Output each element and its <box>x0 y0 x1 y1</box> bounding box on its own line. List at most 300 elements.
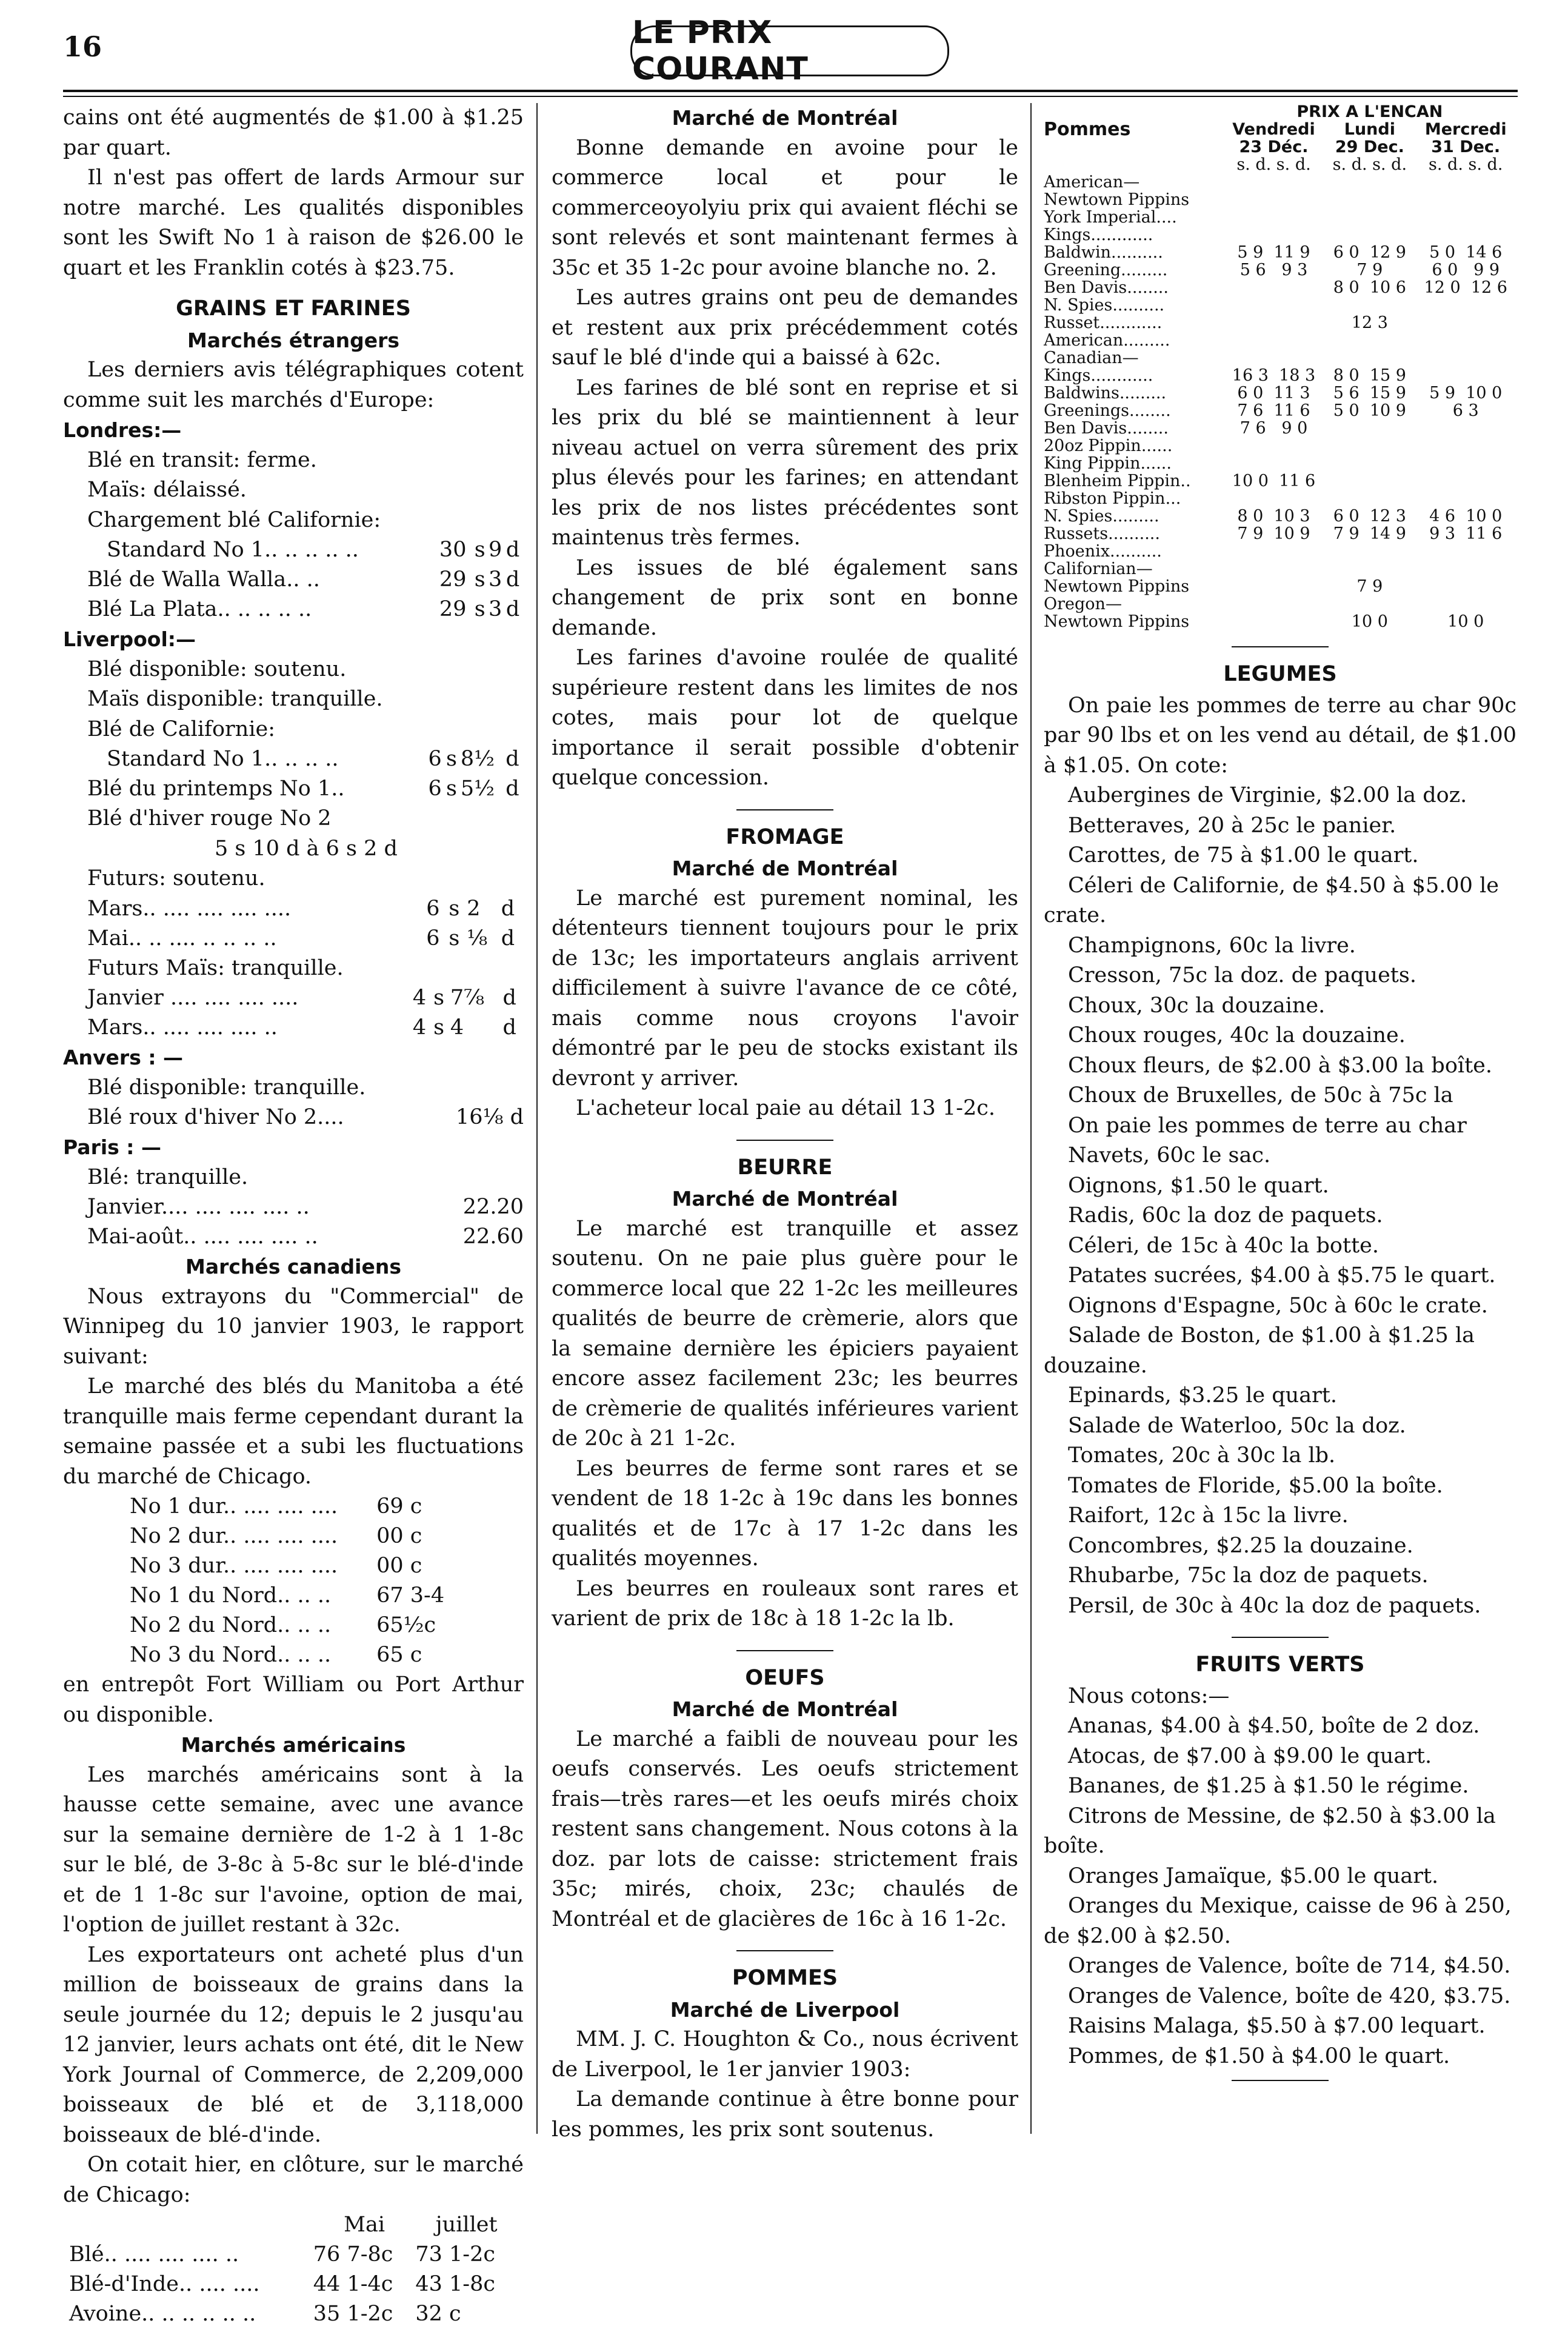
column-1 <box>63 103 524 2329</box>
paragraph: cains ont été augmentés de $1.00 à $1.25 par quart. <box>63 105 524 160</box>
list-item: Bananes, de $1.25 à $1.50 le régime. <box>1068 1774 1469 1798</box>
list-item: Epinards, $3.25 le quart. <box>1068 1383 1337 1408</box>
paragraph: On paie les pommes de terre au char 90c par 90 lbs et on les vend au détail, de $1.00 à $1.05. On cote: <box>1044 693 1516 778</box>
table-row <box>130 1581 457 1611</box>
cell: No 3 dur.. .... .... .... <box>130 1554 338 1578</box>
price-cell <box>1324 472 1415 490</box>
section-heading-legumes: LEGUMES <box>1223 662 1337 686</box>
variety-cell: Russets.......... <box>1044 524 1160 543</box>
price-cell <box>1223 560 1325 578</box>
market-line: Blé de Californie: <box>87 717 276 741</box>
list-item: Carottes, de 75 à $1.00 le quart. <box>1068 843 1419 867</box>
cell: Standard No 1.. .. .. .. .. <box>107 538 359 562</box>
price-cell <box>1223 173 1325 191</box>
table-row <box>87 1222 524 1252</box>
cell: d <box>505 538 520 562</box>
price-cell: 12 3 <box>1351 313 1388 332</box>
cell: 4 <box>412 986 427 1010</box>
list-item: Navets, 60c le sac. <box>1068 1143 1271 1168</box>
variety-cell: Ben Davis........ <box>1044 278 1169 297</box>
market-line: 5 s 10 d à 6 s 2 d <box>215 836 398 861</box>
cell: d <box>505 777 519 801</box>
paragraph: MM. J. C. Houghton & Co., nous écrivent de Liverpool, le 1er janvier 1903: <box>552 2027 1018 2082</box>
variety-cell: Russet............ <box>1044 313 1163 332</box>
price-cell <box>1415 314 1516 332</box>
cell: s <box>474 538 485 562</box>
cell: s <box>433 986 445 1010</box>
variety-cell: 20oz Pippin...... <box>1044 436 1173 455</box>
list-item: Aubergines de Virginie, $2.00 la doz. <box>1068 783 1467 807</box>
list-item: Tomates de Floride, $5.00 la boîte. <box>1068 1473 1443 1498</box>
price-table <box>87 744 524 804</box>
cell: Janvier.... .... .... .... .. <box>87 1195 310 1219</box>
table-row <box>1044 613 1516 630</box>
section-divider <box>1232 2080 1329 2081</box>
table-row <box>1044 384 1516 402</box>
day-header: Mercredi <box>1424 120 1507 139</box>
city-label: Londres:— <box>63 418 182 442</box>
subheading: Marché de Montréal <box>672 1187 898 1211</box>
variety-cell: Oregon— <box>1044 595 1122 613</box>
paragraph: On cotait hier, en clôture, sur le marché de Chicago: <box>63 2153 524 2207</box>
cell: 22.60 <box>462 1225 524 1249</box>
paragraph: Le marché des blés du Manitoba a été tranquille mais ferme cependant durant la semaine passée et a subi les fluctuations du marché de Chicago. <box>63 1374 524 1489</box>
price-cell <box>1324 349 1415 367</box>
cell: Mai <box>344 2213 385 2237</box>
price-cell <box>1415 209 1516 226</box>
variety-cell: Newtown Pippins <box>1044 577 1190 596</box>
masthead-logo: LE PRIX COURANT <box>630 25 949 76</box>
cell: s <box>446 777 457 801</box>
table-row <box>1044 367 1516 384</box>
list-item: Ananas, $4.00 à $4.50, boîte de 2 doz. <box>1068 1714 1480 1738</box>
cell: 29 <box>439 567 467 592</box>
section-heading-fromage: FROMAGE <box>726 824 844 849</box>
cell: 2 <box>467 896 481 921</box>
list-item: Betteraves, 20 à 25c le panier. <box>1068 813 1396 838</box>
table-row <box>1044 507 1516 525</box>
price-cell: 5 9 10 0 <box>1429 384 1503 403</box>
cell: Blé-d'Inde.. .... .... <box>69 2272 260 2296</box>
variety-cell: Newtown Pippins <box>1044 612 1190 631</box>
table-header <box>1044 103 1516 121</box>
price-cell <box>1415 296 1516 314</box>
list-item: Choux fleurs, de $2.00 à $3.00 la boîte. <box>1068 1053 1492 1078</box>
price-table <box>87 535 524 624</box>
list-item: Salade de Waterloo, 50c la doz. <box>1068 1413 1406 1438</box>
table-row <box>1044 314 1516 332</box>
cell: Janvier .... .... .... .... <box>87 986 299 1010</box>
cell: s <box>474 567 485 592</box>
variety-cell: Greenings........ <box>1044 401 1171 420</box>
price-cell <box>1415 226 1516 244</box>
cell: 4 <box>450 1015 464 1040</box>
table-row <box>1044 560 1516 578</box>
cell: 76 7-8c <box>313 2242 393 2267</box>
table-row <box>87 894 524 924</box>
section-heading-pommes: POMMES <box>732 1966 838 1990</box>
cell: No 1 du Nord.. .. .. <box>130 1583 332 1608</box>
paragraph: Les beurres de ferme sont rares et se vendent de 18 1-2c à 19c dans les bonnes qualités et de 17c à 17 1-2c dans les qualités moyennes. <box>552 1456 1018 1571</box>
table-row <box>87 744 524 774</box>
cell: 44 1-4c <box>313 2272 393 2296</box>
cell: 73 1-2c <box>415 2242 496 2267</box>
variety-cell: Newtown Pippins <box>1044 190 1190 209</box>
table-row <box>1044 419 1516 437</box>
cell: ⅛ <box>467 926 488 951</box>
section-divider <box>736 1650 833 1651</box>
price-cell <box>1223 490 1325 507</box>
price-cell <box>1415 490 1516 507</box>
cell: Avoine.. .. .. .. .. .. <box>69 2302 256 2326</box>
cell: 6 <box>426 896 440 921</box>
cell: d <box>502 1015 516 1040</box>
cell: d <box>505 747 519 771</box>
cell: d <box>501 926 515 951</box>
cell: 43 1-8c <box>415 2272 496 2296</box>
price-table <box>87 894 524 954</box>
variety-cell: Phoenix.......... <box>1044 542 1162 561</box>
price-cell: 8 0 10 3 <box>1237 507 1310 526</box>
table-row <box>87 774 524 804</box>
cell: No 2 dur.. .... .... .... <box>130 1524 338 1548</box>
subheading: Marchés américains <box>181 1733 406 1757</box>
price-table <box>87 983 524 1043</box>
subheading: Marchés étrangers <box>187 328 400 352</box>
list-item: Radis, 60c la doz de paquets. <box>1068 1203 1383 1228</box>
price-cell <box>1223 332 1325 349</box>
price-cell <box>1324 419 1415 437</box>
table-header <box>1044 121 1516 138</box>
price-cell <box>1324 543 1415 560</box>
paragraph: Il n'est pas offert de lards Armour sur notre marché. Les qualités disponibles sont les Swift No 1 à raison de $26.00 le quart et les Franklin cotés à $23.75. <box>63 165 524 280</box>
price-cell: 12 0 12 6 <box>1424 278 1507 297</box>
section-divider <box>736 1950 833 1951</box>
list-intro: Nous cotons:— <box>1068 1683 1230 1708</box>
list-item: Choux, 30c la douzaine. <box>1068 993 1326 1018</box>
day-header: Lundi <box>1344 120 1395 139</box>
table-row <box>1044 455 1516 472</box>
column-3 <box>1044 103 1516 2093</box>
variety-cell: Ribston Pippin... <box>1044 489 1181 508</box>
section-heading-oeufs: OEUFS <box>745 1665 825 1690</box>
cell: 00 c <box>376 1554 422 1578</box>
paragraph: Bonne demande en avoine pour le commerce local et pour le commerceoyolyiu prix qui avaient fléchi se sont relevés et sont maintenant fermes à 35c et 35 1-2c pour avoine blanche no. 2. <box>552 135 1018 280</box>
price-cell: 5 0 14 6 <box>1429 243 1503 262</box>
price-cell <box>1415 332 1516 349</box>
price-cell: 5 0 10 9 <box>1333 401 1406 420</box>
subheading: Marché de Montréal <box>672 1697 898 1721</box>
cell: 67 3-4 <box>376 1583 445 1608</box>
variety-cell: Baldwin.......... <box>1044 243 1163 262</box>
table-row <box>1044 595 1516 613</box>
price-cell <box>1223 437 1325 455</box>
market-line: Blé en transit: ferme. <box>87 447 317 472</box>
price-cell <box>1415 191 1516 209</box>
market-line: Maïs: délaissé. <box>87 478 247 502</box>
section-heading-grains: GRAINS ET FARINES <box>176 296 411 321</box>
legumes-list <box>1044 781 1516 1621</box>
table-row <box>130 1492 457 1522</box>
paragraph: Les autres grains ont peu de demandes et restent aux prix précédemment cotés sauf le blé d'inde qui a baissé à 62c. <box>552 286 1018 370</box>
cell: s <box>433 1015 445 1040</box>
variety-cell: Baldwins......... <box>1044 384 1167 403</box>
chicago-table <box>69 2210 518 2329</box>
table-row <box>1044 437 1516 455</box>
price-cell: 6 0 9 9 <box>1432 261 1500 279</box>
cell: Mai.. .. .... .. .. .. .. <box>87 926 277 951</box>
table-header <box>1044 156 1516 173</box>
table-row <box>130 1611 457 1640</box>
list-item: Pommes, de $1.50 à $4.00 le quart. <box>1068 2043 1450 2068</box>
table-row <box>130 1640 457 1670</box>
price-cell: 6 0 12 9 <box>1333 243 1406 262</box>
table-row <box>1044 261 1516 279</box>
price-cell <box>1415 595 1516 613</box>
price-cell <box>1223 349 1325 367</box>
column-divider <box>1030 103 1032 2134</box>
unit: s. d. <box>1276 155 1311 174</box>
price-cell: 6 0 11 3 <box>1237 384 1310 403</box>
table-row <box>1044 490 1516 507</box>
price-cell <box>1415 419 1516 437</box>
table-row <box>87 595 524 624</box>
cell: 16⅛ d <box>456 1105 524 1129</box>
header-rule <box>63 90 1518 92</box>
price-cell: 5 6 9 3 <box>1239 261 1308 279</box>
table-row <box>69 2270 518 2299</box>
market-line: Blé disponible: tranquille. <box>87 1075 366 1100</box>
cell: 8½ <box>460 747 495 771</box>
column-2 <box>552 103 1018 2145</box>
list-item: Patates sucrées, $4.00 à $5.75 le quart. <box>1068 1263 1496 1288</box>
paragraph: Les farines d'avoine roulée de qualité supérieure restent dans les limites de nos cotes, mais pour lot de quelque importance il serait possible d'obtenir quelque concession. <box>552 646 1018 790</box>
section-heading-fruits: FRUITS VERTS <box>1195 1652 1365 1677</box>
cell: d <box>505 597 520 621</box>
price-cell: 6 3 <box>1452 401 1479 420</box>
paragraph: L'acheteur local paie au détail 13 1-2c. <box>576 1096 995 1120</box>
cell: No 3 du Nord.. .. .. <box>130 1643 332 1667</box>
price-cell: 16 3 18 3 <box>1232 366 1316 385</box>
table-row <box>1044 279 1516 296</box>
cell: Mars.. .... .... .... .. <box>87 1015 278 1040</box>
variety-cell: Kings............ <box>1044 366 1153 385</box>
column-divider <box>536 103 538 2134</box>
cell: juillet <box>435 2213 498 2237</box>
list-item: Salade de Boston, de $1.00 à $1.25 la douzaine. <box>1044 1323 1475 1378</box>
cell: 5½ <box>460 777 495 801</box>
cell: 3 <box>489 597 502 621</box>
list-item: Atocas, de $7.00 à $9.00 le quart. <box>1068 1743 1432 1768</box>
variety-cell: Greening......... <box>1044 261 1168 279</box>
table-row <box>87 983 524 1013</box>
list-item: Citrons de Messine, de $2.50 à $3.00 la boîte. <box>1044 1803 1496 1858</box>
price-cell: 9 3 11 6 <box>1429 524 1503 543</box>
list-item: Oranges de Valence, boîte de 420, $3.75. <box>1068 1983 1511 2008</box>
cell: s <box>449 926 460 951</box>
variety-cell: American......... <box>1044 331 1170 350</box>
price-cell: 10 0 <box>1351 612 1388 631</box>
section-divider <box>1232 1637 1329 1638</box>
cell: 69 c <box>376 1494 422 1519</box>
price-cell <box>1324 455 1415 472</box>
price-cell <box>1223 578 1325 595</box>
cell: s <box>449 896 460 921</box>
market-line: Blé d'hiver rouge No 2 <box>87 806 332 830</box>
table-row <box>87 1103 524 1132</box>
list-item: Rhubarbe, 75c la doz de paquets. <box>1068 1563 1429 1588</box>
paragraph: Le marché a faibli de nouveau pour les oeufs conservés. Les oeufs strictement frais—très rares—et les oeufs mirés choix restent sans changement. Nous cotons à la doz. par lots de caisse: strictement frais 35c; mirés, choix, 23c; chaulés de Montréal et de glacières de 16c à 16 1-2c. <box>552 1726 1018 1931</box>
price-cell <box>1223 543 1325 560</box>
paragraph: Les derniers avis télégraphiques cotent comme suit les marchés d'Europe: <box>63 358 524 412</box>
cell: Mars.. .... .... .... .... <box>87 896 292 921</box>
price-cell <box>1223 191 1325 209</box>
table-header <box>69 2210 518 2240</box>
unit-header <box>1223 156 1325 173</box>
cell: 7⅞ <box>450 986 485 1010</box>
table-row <box>1044 209 1516 226</box>
variety-cell: N. Spies......... <box>1044 507 1159 526</box>
price-cell: 7 6 9 0 <box>1239 419 1308 438</box>
price-cell: 7 9 <box>1356 261 1383 279</box>
subheading: Marché de Liverpool <box>670 1997 900 2022</box>
price-cell <box>1223 613 1325 630</box>
cell: Mai-août.. .... .... .... .. <box>87 1225 318 1249</box>
cell: 65 c <box>376 1643 422 1667</box>
day-header: Vendredi <box>1232 120 1315 139</box>
list-item: Oranges Jamaïque, $5.00 le quart. <box>1068 1863 1439 1888</box>
auction-title: PRIX A L'ENCAN <box>1296 102 1443 121</box>
variety-cell: Kings............ <box>1044 226 1153 244</box>
price-cell <box>1415 578 1516 595</box>
table-header <box>1044 138 1516 156</box>
table-row <box>1044 349 1516 367</box>
fruits-list <box>1044 1711 1516 2071</box>
list-item: Céleri, de 15c à 40c la botte. <box>1068 1233 1379 1258</box>
market-line: Futurs: soutenu. <box>87 866 265 891</box>
price-table <box>87 1192 524 1252</box>
list-item: Choux rouges, 40c la douzaine. <box>1068 1023 1406 1048</box>
variety-cell: Californian— <box>1044 560 1153 578</box>
cell: 6 <box>428 777 442 801</box>
cell: Blé de Walla Walla.. .. <box>87 567 320 592</box>
price-cell <box>1324 595 1415 613</box>
list-item: Raifort, 12c à 15c la livre. <box>1068 1503 1349 1528</box>
cell: 65½c <box>376 1613 436 1637</box>
price-cell: 7 9 <box>1356 577 1383 596</box>
apple-rows <box>1044 173 1516 630</box>
cell: 4 <box>412 1015 427 1040</box>
date-header: 31 Dec. <box>1431 138 1501 156</box>
price-cell <box>1324 560 1415 578</box>
page-number: 16 <box>63 30 102 63</box>
price-cell: 10 0 <box>1447 612 1484 631</box>
date-header: 29 Dec. <box>1335 138 1404 156</box>
table-row <box>1044 472 1516 490</box>
unit: s. d. <box>1429 155 1463 174</box>
variety-cell: York Imperial.... <box>1044 208 1177 227</box>
market-line: Blé disponible: soutenu. <box>87 657 347 681</box>
city-label: Liverpool:— <box>63 627 196 651</box>
cell: No 2 du Nord.. .. .. <box>130 1613 332 1637</box>
table-row <box>130 1551 457 1581</box>
price-cell <box>1223 595 1325 613</box>
table-row <box>1044 402 1516 419</box>
cell: 3 <box>489 567 502 592</box>
table-row <box>1044 173 1516 191</box>
unit: s. d. <box>1372 155 1407 174</box>
list-item: Raisins Malaga, $5.50 à $7.00 lequart. <box>1068 2014 1486 2038</box>
table-row <box>1044 543 1516 560</box>
section-divider <box>1232 646 1329 647</box>
paragraph: Les farines de blé sont en reprise et si les prix du blé se maintiennent à leur niveau actuel on verra sûrement des prix plus élevés pour les farines; en attendant les prix de nos listes précédentes sont maintenus très fermes. <box>552 375 1018 550</box>
table-row <box>1044 296 1516 314</box>
table-row <box>1044 578 1516 595</box>
price-cell <box>1415 543 1516 560</box>
price-cell: 7 9 10 9 <box>1237 524 1310 543</box>
table-row <box>1044 191 1516 209</box>
cell: Blé La Plata.. .. .. .. .. <box>87 597 312 621</box>
price-cell <box>1223 209 1325 226</box>
paragraph: La demande continue à être bonne pour les pommes, les prix sont soutenus. <box>552 2087 1018 2142</box>
cell: s <box>446 747 457 771</box>
table-row <box>1044 525 1516 543</box>
price-cell: 4 6 10 0 <box>1429 507 1503 526</box>
price-cell <box>1223 296 1325 314</box>
paragraph: Les exportateurs ont acheté plus d'un million de boisseaux de grains dans la seule journée du 12; depuis le 2 jusqu'au 12 janvier, leurs achats ont été, dit le New York Journal of Commerce, de 2,209,000 boisseaux de blé et de 3,118,000 boisseaux de blé-d'inde. <box>63 1942 524 2147</box>
unit: s. d. <box>1236 155 1272 174</box>
paragraph: Les issues de blé également sans changement de prix sont en bonne demande. <box>552 555 1018 640</box>
section-divider <box>736 809 833 810</box>
price-cell <box>1415 437 1516 455</box>
table-row <box>87 535 524 565</box>
list-item: Céleri de Californie, de $4.50 à $5.00 le crate. <box>1044 873 1499 927</box>
market-line: Chargement blé Californie: <box>87 507 381 532</box>
cell: d <box>501 896 515 921</box>
list-item: Oranges de Valence, boîte de 714, $4.50. <box>1068 1954 1511 1978</box>
cell: 00 c <box>376 1524 422 1548</box>
table-row <box>87 1192 524 1222</box>
paragraph: Le marché est tranquille et assez soutenu. On ne paie plus guère pour le commerce local que 22 1-2c les meilleures qualités de beurre de crèmerie, alors que la semaine dernière les épiciers payaient encore assez facilement 23c; les beurres de crèmerie de qualités inférieures varient de 20c à 21 1-2c. <box>552 1216 1018 1451</box>
market-line: Futurs Maïs: tranquille. <box>87 955 344 980</box>
paragraph: en entrepôt Fort William ou Port Arthur ou disponible. <box>63 1672 524 1727</box>
list-item: Cresson, 75c la doz. de paquets. <box>1068 963 1416 987</box>
city-label: Paris : — <box>63 1135 161 1159</box>
subheading: Marché de Montréal <box>672 857 898 880</box>
price-cell <box>1415 560 1516 578</box>
price-cell <box>1324 173 1415 191</box>
list-item: Tomates, 20c à 30c la lb. <box>1068 1443 1336 1468</box>
variety-cell: N. Spies.......... <box>1044 296 1165 315</box>
price-cell: 7 9 14 9 <box>1333 524 1406 543</box>
price-cell <box>1415 349 1516 367</box>
price-cell <box>1223 455 1325 472</box>
cell: No 1 dur.. .... .... .... <box>130 1494 338 1519</box>
table-row <box>1044 226 1516 244</box>
apples-label: Pommes <box>1044 119 1131 140</box>
cell: d <box>502 986 516 1010</box>
city-label: Anvers : — <box>63 1046 184 1069</box>
list-item: Oranges du Mexique, caisse de 96 à 250, de $2.00 à $2.50. <box>1044 1894 1512 1948</box>
cell <box>69 2210 313 2240</box>
list-item: Concombres, $2.25 la douzaine. <box>1068 1533 1413 1558</box>
cell: Blé roux d'hiver No 2.... <box>87 1105 344 1129</box>
section-heading-beurre: BEURRE <box>737 1155 833 1180</box>
price-cell <box>1415 173 1516 191</box>
table-row <box>69 2299 518 2329</box>
subheading: Marché de Montréal <box>672 106 898 130</box>
price-cell <box>1223 226 1325 244</box>
